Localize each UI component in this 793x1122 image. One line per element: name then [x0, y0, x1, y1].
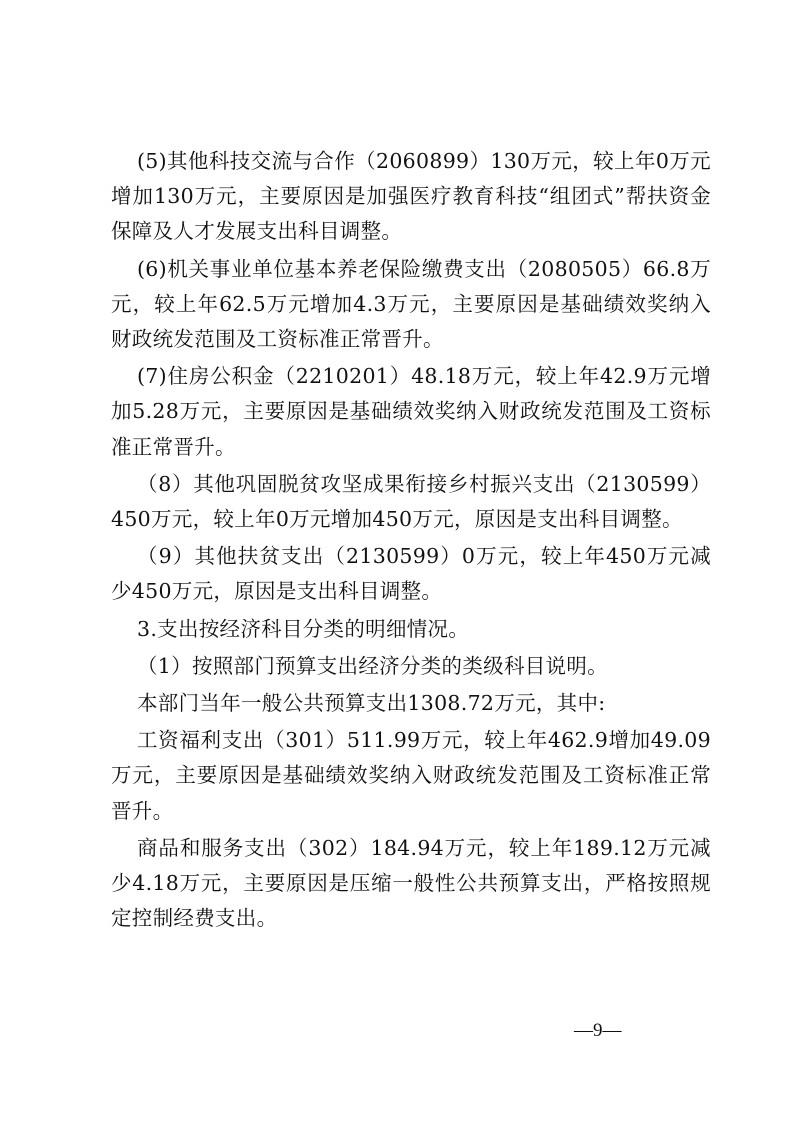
paragraph-item-6: (6)机关事业单位基本养老保险缴费支出（2080505）66.8万元，较上年62.5万元增加4.3万元，主要原因是基础绩效奖纳入财政统发范围及工资标准正常晋升。 [111, 256, 711, 352]
paragraph-item-9: （9）其他扶贫支出（2130599）0万元，较上年450万元减少450万元，原因是支出科目调整。 [111, 544, 711, 604]
page-number: —9— [574, 1020, 622, 1041]
paragraph-total-expenditure: 本部门当年一般公共预算支出1308.72万元，其中: [137, 691, 606, 716]
paragraph-goods-services: 商品和服务支出（302）184.94万元，较上年189.12万元减少4.18万元，主要原因是压缩一般性公共预算支出，严格按照规定控制经费支出。 [111, 835, 711, 931]
paragraph-item-8: （8）其他巩固脱贫攻坚成果衔接乡村振兴支出（2130599）450万元，较上年0万元增加450万元，原因是支出科目调整。 [111, 471, 711, 532]
body-text [111, 144, 711, 938]
paragraph-item-5: (5)其他科技交流与合作（2060899）130万元，较上年0万元增加130万元，主要原因是加强医疗教育科技“组团式”帮扶资金保障及人才发展支出科目调整。 [111, 149, 711, 244]
paragraph-item-7: (7)住房公积金（2210201）48.18万元，较上年42.9万元增加5.28万元，主要原因是基础绩效奖纳入财政统发范围及工资标准正常晋升。 [111, 364, 711, 459]
section-heading-economic-classification: 3.支出按经济科目分类的明细情况。 [137, 616, 470, 641]
paragraph-wage-welfare: 工资福利支出（301）511.99万元，较上年462.9增加49.09万元，主要原因是基础绩效奖纳入财政统发范围及工资标准正常晋升。 [111, 728, 711, 823]
subsection-heading-class-level: （1）按照部门预算支出经济分类的类级科目说明。 [137, 653, 608, 678]
